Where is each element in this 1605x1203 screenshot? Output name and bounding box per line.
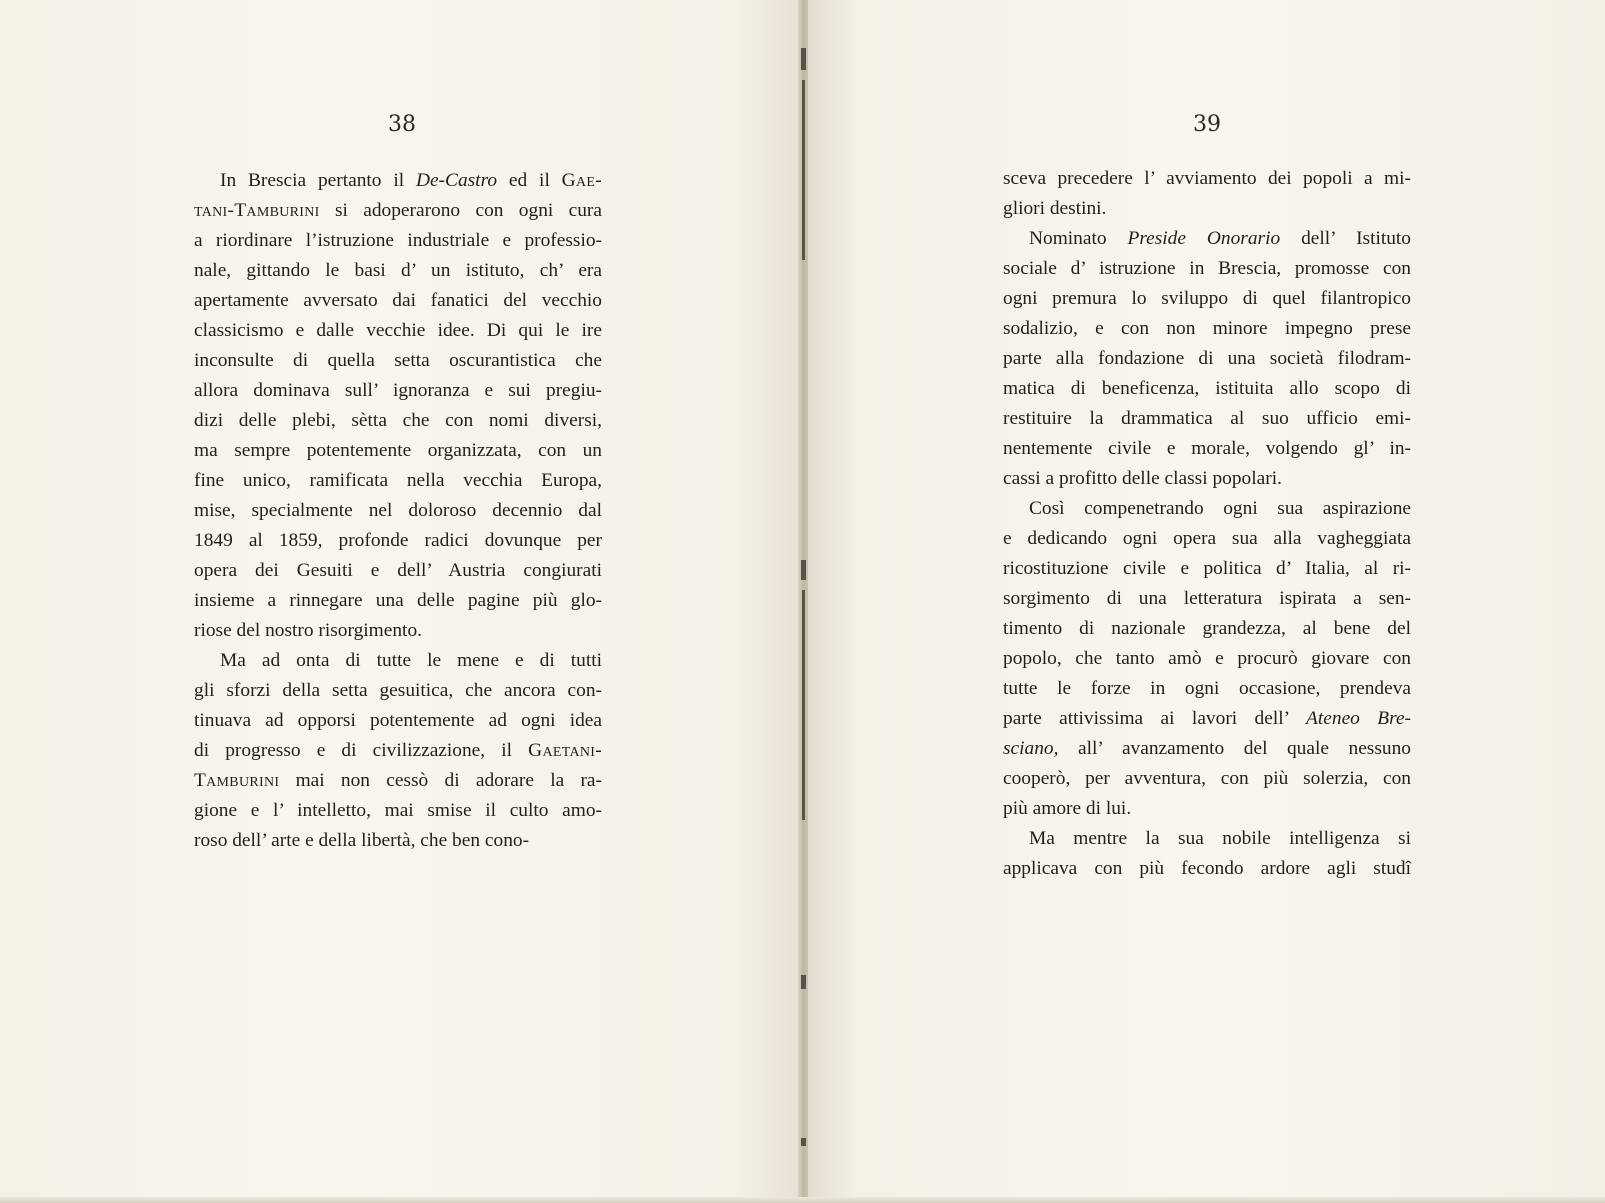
small-caps-run: Gaetani- bbox=[528, 740, 602, 761]
text-line bbox=[1003, 734, 1411, 764]
text-run: sociale d’ istruzione in Brescia, promosse con bbox=[1003, 258, 1411, 279]
body-text bbox=[194, 166, 602, 856]
text-run: classicismo e dalle vecchie idee. Di qui le ire bbox=[194, 320, 602, 341]
binding-thread bbox=[801, 48, 806, 70]
text-line bbox=[1003, 404, 1411, 434]
text-run: apertamente avversato dai fanatici del vecchio bbox=[194, 290, 602, 311]
text-run: gliori destini. bbox=[1003, 198, 1107, 219]
page-edge bbox=[0, 1197, 1605, 1203]
text-run: popolo, che tanto amò e procurò giovare con bbox=[1003, 648, 1411, 669]
text-run: ogni premura lo sviluppo di quel filantropico bbox=[1003, 288, 1411, 309]
text-run: opera dei Gesuiti e dell’ Austria congiurati bbox=[194, 560, 602, 581]
text-line bbox=[1003, 344, 1411, 374]
text-line bbox=[1003, 224, 1411, 254]
text-line bbox=[1003, 314, 1411, 344]
text-run: Nominato bbox=[1029, 228, 1128, 249]
text-run: e dedicando ogni opera sua alla vagheggiata bbox=[1003, 528, 1411, 549]
binding-thread bbox=[801, 975, 806, 989]
text-run: cooperò, per avventura, con più solerzia, con bbox=[1003, 768, 1411, 789]
text-line bbox=[194, 646, 602, 676]
italic-run: De-Castro bbox=[415, 170, 498, 191]
text-line bbox=[194, 466, 602, 496]
right-page bbox=[808, 0, 1605, 1203]
text-line bbox=[194, 826, 602, 856]
text-run: restituire la drammatica al suo ufficio emi- bbox=[1003, 408, 1411, 429]
text-line bbox=[1003, 794, 1411, 824]
text-line bbox=[194, 766, 602, 796]
text-line bbox=[1003, 494, 1411, 524]
text-run: riose del nostro risorgimento. bbox=[194, 620, 422, 641]
text-run: applicava con più fecondo ardore agli studî bbox=[1003, 858, 1411, 879]
text-line bbox=[1003, 284, 1411, 314]
text-run: mai non cessò di adorare la ra- bbox=[279, 770, 602, 791]
text-line bbox=[1003, 674, 1411, 704]
text-line bbox=[194, 676, 602, 706]
text-line bbox=[1003, 764, 1411, 794]
page-number: 38 bbox=[388, 112, 416, 137]
text-line bbox=[1003, 854, 1411, 884]
text-line bbox=[194, 346, 602, 376]
text-line bbox=[1003, 524, 1411, 554]
text-run: roso dell’ arte e della libertà, che ben cono- bbox=[194, 830, 530, 851]
text-line bbox=[1003, 644, 1411, 674]
binding-thread bbox=[802, 590, 805, 820]
text-line bbox=[194, 616, 602, 646]
text-run: tinuava ad opporsi potentemente ad ogni idea bbox=[194, 710, 602, 731]
text-run: Così compenetrando ogni sua aspirazione bbox=[1029, 498, 1411, 519]
text-run: In Brescia pertanto il bbox=[220, 170, 416, 191]
text-run: nale, gittando le basi d’ un istituto, ch’ era bbox=[194, 260, 602, 281]
text-run: di progresso e di civilizzazione, il bbox=[194, 740, 529, 761]
text-run: fine unico, ramificata nella vecchia Europa, bbox=[194, 470, 602, 491]
text-line bbox=[194, 226, 602, 256]
italic-run: Ateneo Bre- bbox=[1306, 708, 1412, 729]
text-line bbox=[1003, 584, 1411, 614]
text-run: dizi delle plebi, sètta che con nomi diversi, bbox=[194, 410, 602, 431]
binding-thread bbox=[801, 560, 806, 580]
text-run: ricostituzione civile e politica d’ Italia, al ri- bbox=[1003, 558, 1411, 579]
text-line bbox=[194, 316, 602, 346]
text-line bbox=[194, 796, 602, 826]
text-run: ed il bbox=[497, 170, 562, 191]
text-line bbox=[194, 496, 602, 526]
text-run: tutte le forze in ogni occasione, prendeva bbox=[1003, 678, 1411, 699]
small-caps-run: tani-Tamburini bbox=[194, 200, 320, 221]
italic-run: Preside Onorario bbox=[1127, 228, 1281, 249]
text-run: matica di beneficenza, istituita allo scopo di bbox=[1003, 378, 1411, 399]
small-caps-run: Gae- bbox=[561, 170, 602, 191]
text-run: all’ avanzamento del quale nessuno bbox=[1058, 738, 1411, 759]
left-page bbox=[0, 0, 800, 1203]
text-run: parte attivissima ai lavori dell’ bbox=[1003, 708, 1307, 729]
binding-thread bbox=[802, 80, 805, 260]
text-run: timento di nazionale grandezza, al bene del bbox=[1003, 618, 1411, 639]
text-run: sorgimento di una letteratura ispirata a sen- bbox=[1003, 588, 1411, 609]
text-line bbox=[194, 406, 602, 436]
text-run: nentemente civile e morale, volgendo gl’ in- bbox=[1003, 438, 1411, 459]
text-line bbox=[194, 706, 602, 736]
text-run: più amore di lui. bbox=[1003, 798, 1132, 819]
text-run: a riordinare l’istruzione industriale e professio- bbox=[194, 230, 602, 251]
text-line bbox=[1003, 434, 1411, 464]
text-line bbox=[1003, 824, 1411, 854]
text-line bbox=[194, 286, 602, 316]
text-line bbox=[1003, 704, 1411, 734]
text-line bbox=[1003, 464, 1411, 494]
text-run: dell’ Istituto bbox=[1280, 228, 1412, 249]
text-line bbox=[194, 436, 602, 466]
text-line bbox=[1003, 164, 1411, 194]
text-run: si adoperarono con ogni cura bbox=[319, 200, 602, 221]
text-run: sodalizio, e con non minore impegno prese bbox=[1003, 318, 1411, 339]
text-line bbox=[194, 166, 602, 196]
text-line bbox=[194, 556, 602, 586]
text-line bbox=[194, 256, 602, 286]
body-text bbox=[1003, 164, 1411, 884]
text-line bbox=[1003, 194, 1411, 224]
text-line bbox=[1003, 614, 1411, 644]
text-line bbox=[1003, 554, 1411, 584]
text-run: gli sforzi della setta gesuitica, che ancora con- bbox=[194, 680, 602, 701]
italic-run: sciano, bbox=[1003, 738, 1059, 759]
small-caps-run: Tamburini bbox=[194, 770, 280, 791]
text-run: parte alla fondazione di una società filodram- bbox=[1003, 348, 1411, 369]
page-number: 39 bbox=[1193, 112, 1221, 137]
text-line bbox=[194, 586, 602, 616]
text-line bbox=[194, 736, 602, 766]
text-run: inconsulte di quella setta oscurantistica che bbox=[194, 350, 602, 371]
text-run: ma sempre potentemente organizzata, con un bbox=[194, 440, 602, 461]
binding-thread bbox=[801, 1138, 806, 1146]
text-run: allora dominava sull’ ignoranza e sui pregiu- bbox=[194, 380, 602, 401]
text-line bbox=[1003, 254, 1411, 284]
text-run: Ma mentre la sua nobile intelligenza si bbox=[1029, 828, 1411, 849]
text-run: gione e l’ intelletto, mai smise il culto amo- bbox=[194, 800, 602, 821]
text-run: 1849 al 1859, profonde radici dovunque per bbox=[194, 530, 602, 551]
text-line bbox=[194, 196, 602, 226]
text-line bbox=[194, 376, 602, 406]
text-run: Ma ad onta di tutte le mene e di tutti bbox=[220, 650, 602, 671]
text-run: insieme a rinnegare una delle pagine più glo- bbox=[194, 590, 602, 611]
text-run: cassi a profitto delle classi popolari. bbox=[1003, 468, 1282, 489]
text-run: sceva precedere l’ avviamento dei popoli a mi- bbox=[1003, 168, 1411, 189]
text-line bbox=[1003, 374, 1411, 404]
text-run: mise, specialmente nel doloroso decennio dal bbox=[194, 500, 602, 521]
text-line bbox=[194, 526, 602, 556]
